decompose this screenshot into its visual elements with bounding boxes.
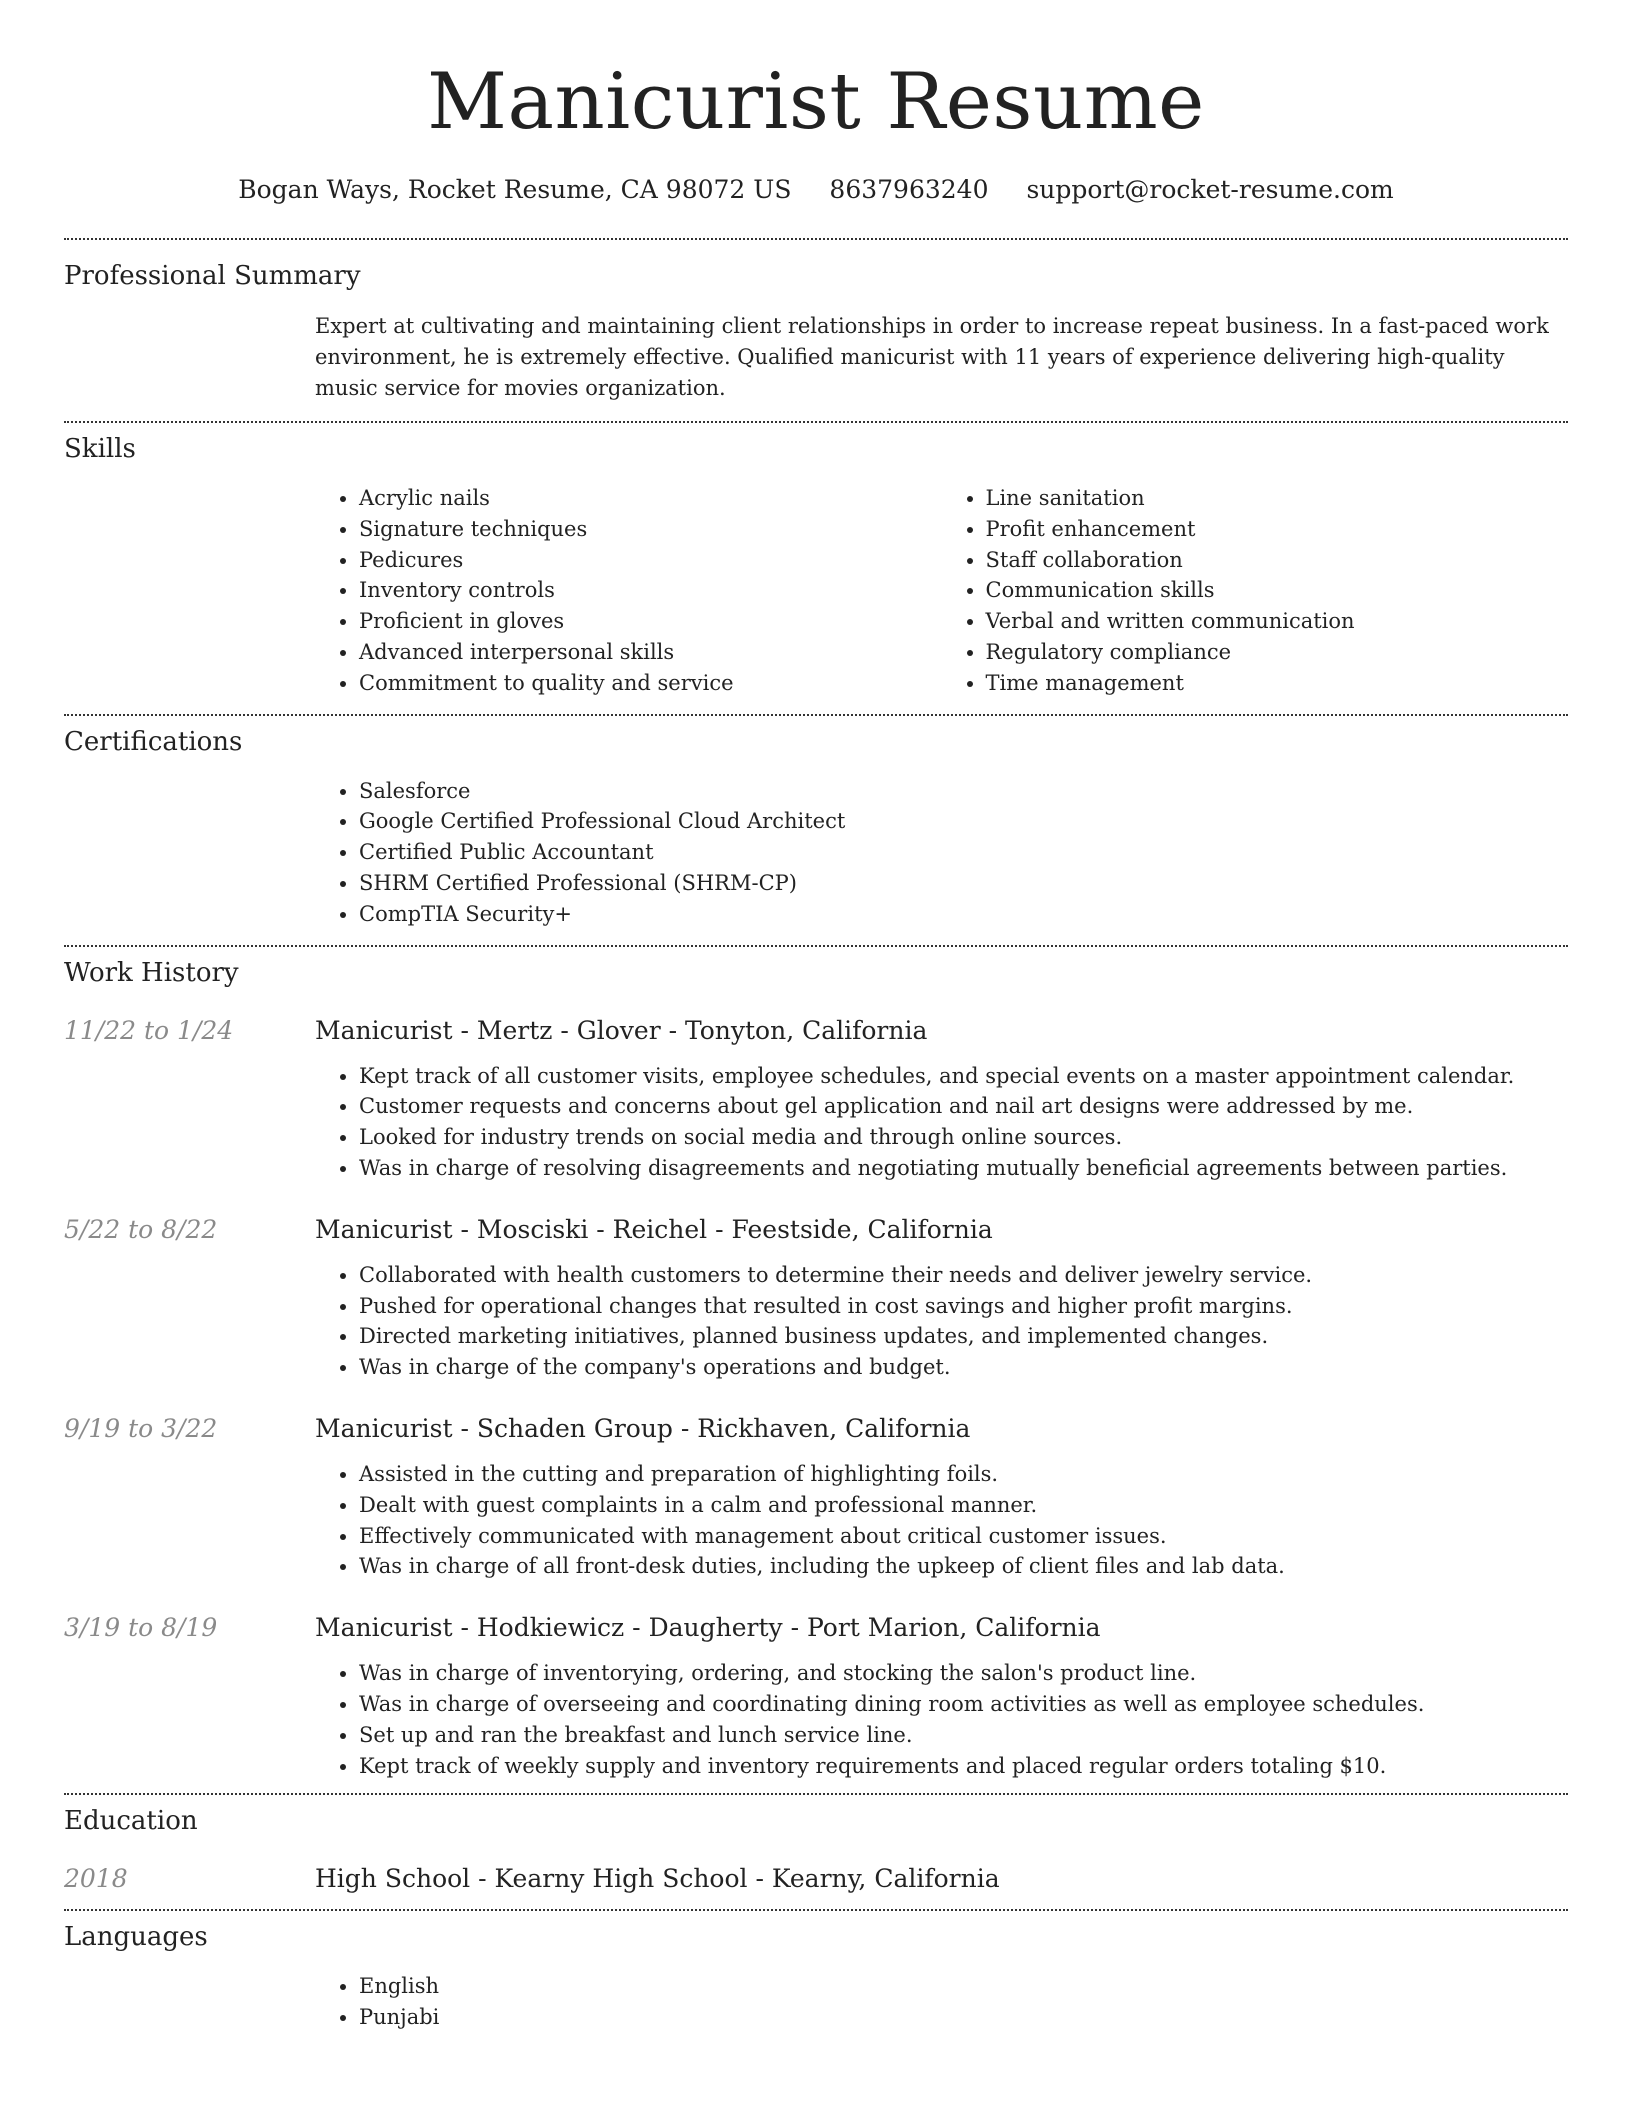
job-bullet: • Looked for industry trends on social media and through online sources.	[359, 1122, 1568, 1153]
job-bullets	[315, 1658, 1568, 1781]
job-bullet: • Pushed for operational changes that resulted in cost savings and higher profit margins.	[359, 1291, 1568, 1322]
professional-summary-section	[64, 240, 1568, 421]
certification-item: • Salesforce	[359, 776, 1568, 807]
job-date: 9/19 to 3/22	[64, 1413, 218, 1443]
education-entry	[64, 1861, 1568, 1897]
skill-item: • Proficient in gloves	[359, 606, 942, 637]
job-bullet: • Was in charge of inventorying, ordering, and stocking the salon's product line.	[359, 1658, 1568, 1689]
job-bullet: • Kept track of weekly supply and inventory requirements and placed regular orders totaling $10.	[359, 1751, 1568, 1782]
contact-line	[64, 172, 1568, 208]
job-date: 5/22 to 8/22	[64, 1214, 218, 1244]
certification-item: • Google Certified Professional Cloud Architect	[359, 806, 1568, 837]
skill-item: • Pedicures	[359, 545, 942, 576]
job-bullet: • Was in charge of all front-desk duties, including the upkeep of client files and lab data.	[359, 1551, 1568, 1582]
job-entry	[64, 1013, 1568, 1184]
job-date: 11/22 to 1/24	[64, 1015, 234, 1045]
skill-item: • Regulatory compliance	[986, 637, 1569, 668]
skill-item: • Acrylic nails	[359, 483, 942, 514]
education-section	[64, 1795, 1568, 1909]
skill-item: • Inventory controls	[359, 575, 942, 606]
languages-list	[315, 1971, 1568, 2033]
job-entry	[64, 1411, 1568, 1582]
work-history-section	[64, 947, 1568, 1794]
certification-item: • Certified Public Accountant	[359, 837, 1568, 868]
job-title: Manicurist - Mertz - Glover - Tonyton, California	[315, 1015, 928, 1045]
language-item: • Punjabi	[359, 2002, 1568, 2033]
job-bullets	[315, 1459, 1568, 1582]
certifications-section	[64, 716, 1568, 945]
job-bullets	[315, 1061, 1568, 1184]
job-bullets	[315, 1260, 1568, 1383]
job-title: Manicurist - Schaden Group - Rickhaven, California	[315, 1413, 971, 1443]
section-title-certifications: Certifications	[64, 726, 243, 757]
job-entry	[64, 1610, 1568, 1781]
contact-address: Bogan Ways, Rocket Resume, CA 98072 US	[238, 175, 792, 204]
job-title: Manicurist - Mosciski - Reichel - Feestside, California	[315, 1214, 993, 1244]
job-bullet: • Effectively communicated with management about critical customer issues.	[359, 1521, 1568, 1552]
section-title-summary: Professional Summary	[64, 261, 361, 291]
job-bullet: • Customer requests and concerns about gel application and nail art designs were addressed by me.	[359, 1091, 1568, 1122]
job-title: Manicurist - Hodkiewicz - Daugherty - Port Marion, California	[315, 1613, 1101, 1643]
education-title: High School - Kearny High School - Kearny, California	[315, 1864, 1000, 1894]
contact-phone: 8637963240	[829, 175, 989, 204]
certification-item: • SHRM Certified Professional (SHRM-CP)	[359, 868, 1568, 899]
job-entry	[64, 1212, 1568, 1383]
job-bullet: • Was in charge of overseeing and coordinating dining room activities as well as employee schedules.	[359, 1689, 1568, 1720]
skill-item: • Time management	[986, 668, 1569, 699]
section-title-education: Education	[64, 1806, 198, 1837]
skill-item: • Signature techniques	[359, 514, 942, 545]
skills-list-right	[942, 483, 1569, 699]
skills-section	[64, 423, 1568, 714]
languages-section	[64, 1911, 1568, 2033]
section-title-work-history: Work History	[64, 957, 239, 988]
job-date: 3/19 to 8/19	[64, 1613, 218, 1643]
job-bullet: • Directed marketing initiatives, planned business updates, and implemented changes.	[359, 1321, 1568, 1352]
section-title-languages: Languages	[64, 1922, 208, 1953]
job-bullet: • Set up and ran the breakfast and lunch service line.	[359, 1720, 1568, 1751]
skill-item: • Communication skills	[986, 575, 1569, 606]
skills-list-left	[315, 483, 942, 699]
education-date: 2018	[64, 1864, 128, 1894]
job-bullet: • Kept track of all customer visits, employee schedules, and special events on a master appointment calendar.	[359, 1061, 1568, 1092]
skill-item: • Advanced interpersonal skills	[359, 637, 942, 668]
summary-text: Expert at cultivating and maintaining client relationships in order to increase repeat business. In a fast-paced work environment, he is extremely effective. Qualified manicurist with 11 years of experience delivering high-quality music service for movies organization.	[315, 314, 1549, 400]
certifications-list	[315, 776, 1568, 930]
job-bullet: • Assisted in the cutting and preparation of highlighting foils.	[359, 1459, 1568, 1490]
language-item: • English	[359, 1971, 1568, 2002]
skill-item: • Line sanitation	[986, 483, 1569, 514]
job-bullet: • Dealt with guest complaints in a calm and professional manner.	[359, 1490, 1568, 1521]
job-bullet: • Was in charge of resolving disagreements and negotiating mutually beneficial agreements between parties.	[359, 1153, 1568, 1184]
job-bullet: • Collaborated with health customers to determine their needs and deliver jewelry service.	[359, 1260, 1568, 1291]
resume-title: Manicurist Resume	[427, 57, 1205, 147]
skill-item: • Commitment to quality and service	[359, 668, 942, 699]
contact-email: support@rocket-resume.com	[1026, 175, 1394, 204]
section-title-skills: Skills	[64, 434, 136, 464]
skill-item: • Verbal and written communication	[986, 606, 1569, 637]
skill-item: • Staff collaboration	[986, 545, 1569, 576]
certification-item: • CompTIA Security+	[359, 899, 1568, 930]
job-bullet: • Was in charge of the company's operations and budget.	[359, 1352, 1568, 1383]
skill-item: • Profit enhancement	[986, 514, 1569, 545]
